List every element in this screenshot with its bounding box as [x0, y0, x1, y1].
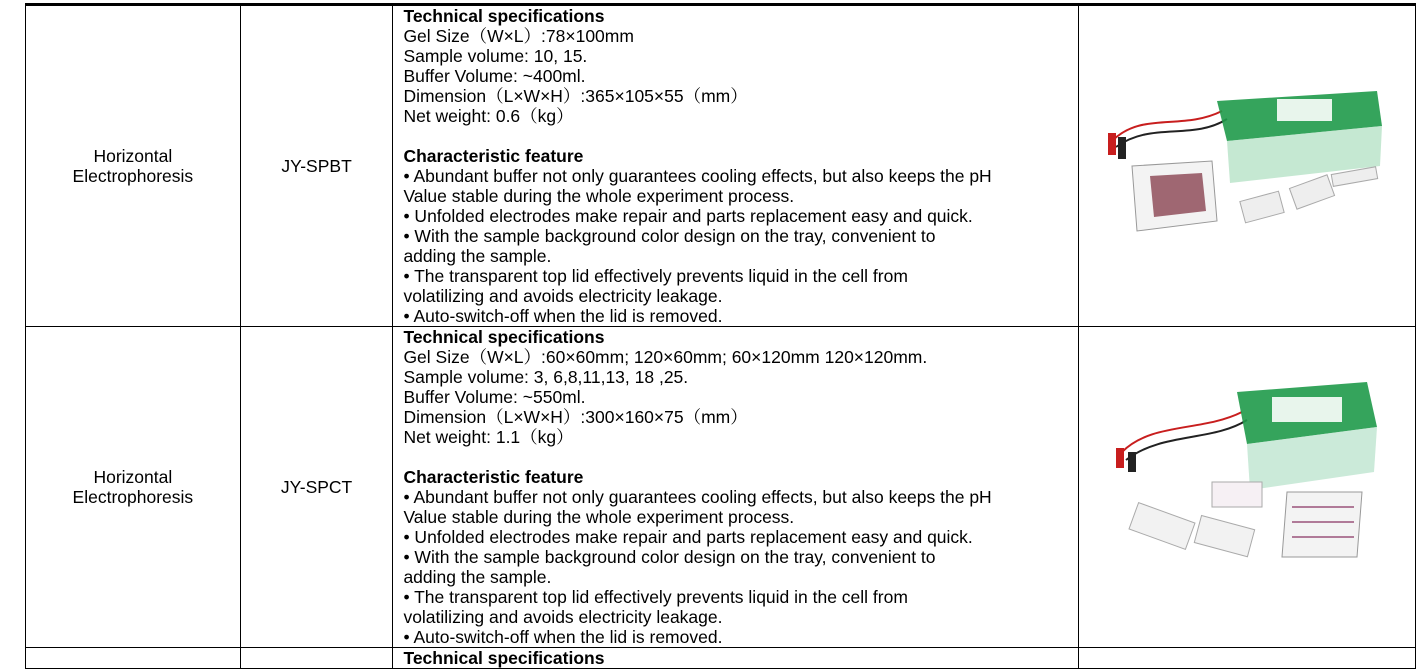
feature-title: Characteristic feature [403, 146, 584, 166]
feature-line: • With the sample background color design on the tray, convenient to [403, 547, 936, 567]
feature-title: Characteristic feature [403, 467, 584, 487]
feature-line: adding the sample. [403, 567, 552, 587]
spec-line: Gel Size（W×L）:78×100mm [403, 26, 634, 46]
feature-line: volatilizing and avoids electricity leakage. [403, 607, 723, 627]
model-cell: JY-SPBT [240, 6, 393, 327]
feature-line: • Auto-switch-off when the lid is removed. [403, 627, 723, 647]
category-line: Electrophoresis [72, 166, 194, 186]
table-row [26, 327, 1416, 648]
electrophoresis-apparatus-image [1102, 71, 1392, 261]
feature-line: Value stable during the whole experiment process. [403, 507, 795, 527]
spec-line: Dimension（L×W×H）:365×105×55（mm） [403, 86, 748, 106]
category-cell [26, 327, 241, 648]
category-cell [26, 6, 241, 327]
spec-line: Net weight: 0.6（kg） [403, 106, 574, 126]
feature-line: adding the sample. [403, 246, 552, 266]
spec-title-partial: Technical specifications [403, 648, 605, 668]
spec-title: Technical specifications [403, 6, 605, 26]
spec-cell [393, 6, 1079, 327]
category-line: Horizontal [93, 146, 173, 166]
spec-line: Sample volume: 3, 6,8,11,13, 18 ,25. [403, 367, 689, 387]
category-line: Electrophoresis [72, 487, 194, 507]
feature-line: • Unfolded electrodes make repair and parts replacement easy and quick. [403, 206, 973, 226]
feature-line: Value stable during the whole experiment process. [403, 186, 795, 206]
feature-line: • The transparent top lid effectively prevents liquid in the cell from [403, 587, 908, 607]
spec-line: Buffer Volume: ~550ml. [403, 387, 586, 407]
feature-line: • With the sample background color design on the tray, convenient to [403, 226, 936, 246]
product-image-cell [1079, 6, 1416, 327]
spec-title: Technical specifications [403, 327, 605, 347]
feature-line: • Abundant buffer not only guarantees cooling effects, but also keeps the pH [403, 166, 992, 186]
category-line: Horizontal [93, 467, 173, 487]
electrophoresis-apparatus-image [1102, 372, 1392, 602]
feature-line: • Auto-switch-off when the lid is removed. [403, 306, 723, 326]
spec-line: Dimension（L×W×H）:300×160×75（mm） [403, 407, 748, 427]
model-cell: JY-SPCT [240, 327, 393, 648]
feature-line: • The transparent top lid effectively prevents liquid in the cell from [403, 266, 908, 286]
spec-line: Net weight: 1.1（kg） [403, 427, 574, 447]
spec-line: Gel Size（W×L）:60×60mm; 120×60mm; 60×120mm 120×120mm. [403, 347, 928, 367]
table-row [26, 6, 1416, 327]
spec-line: Buffer Volume: ~400ml. [403, 66, 586, 86]
feature-line: • Abundant buffer not only guarantees cooling effects, but also keeps the pH [403, 487, 992, 507]
feature-line: • Unfolded electrodes make repair and parts replacement easy and quick. [403, 527, 973, 547]
spec-cell [393, 327, 1079, 648]
spec-line: Sample volume: 10, 15. [403, 46, 588, 66]
product-image-cell [1079, 327, 1416, 648]
feature-line: volatilizing and avoids electricity leakage. [403, 286, 723, 306]
product-table [25, 5, 1416, 669]
